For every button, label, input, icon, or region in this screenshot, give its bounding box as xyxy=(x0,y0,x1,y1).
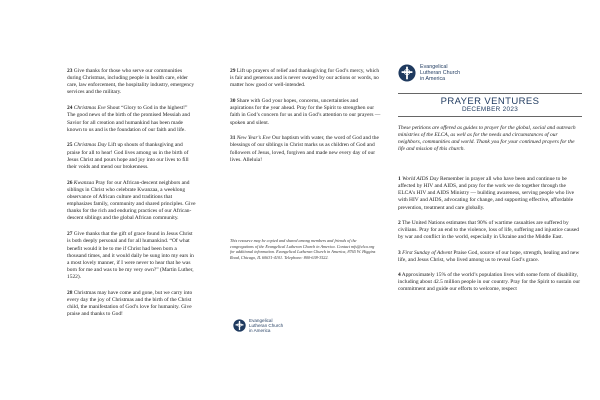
entry-number: 4 xyxy=(398,272,401,279)
entry-number: 2 xyxy=(398,219,401,226)
entry-label: Kwanzaa xyxy=(73,179,95,186)
entry-text: The United Nations estimates that 90% of wartime casualties are suffered by civilians. Pray for an end to the violence, loss of life, suffering and injustice caused by war and conflict in the world, especially in Ukraine and the Middle East. xyxy=(398,219,579,241)
entry-text: Our baptism with water, the word of God and the blessings of our siblings in Christ marks us as children of God and followers of Jesus, loved, forgiven and made new every day of our lives. Alleluia! xyxy=(230,135,379,163)
prayer-entry-30 xyxy=(230,98,382,127)
entry-text: Give thanks that the gift of grace found in Jesus Christ is both deeply personal and for all humankind. “Of what benefit would it be to me if Christ had been born a thousand times, and it would daily be sung into my ears in a most lovely manner, if I were never to hear that he was born for me and was to be my very own?” (Martin Luther, 1522). xyxy=(67,231,194,281)
entry-text: Approximately 15% of the world’s population lives with some form of disability, including about 42.5 million people in our country. Pray for the Spirit to sustain our commitment and guide our efforts to welcome, respect xyxy=(398,272,581,293)
entry-label: World AIDS Day xyxy=(402,176,439,182)
prayer-entry-31 xyxy=(230,135,382,164)
entry-label: New Year’s Eve xyxy=(236,135,271,142)
logo-wordmark xyxy=(420,64,460,82)
logo-line: Lutheran Church xyxy=(420,70,461,76)
divider xyxy=(398,93,582,94)
entry-number: 26 xyxy=(67,179,73,186)
entry-text: Praise God, source of our hope, strength, healing and new life, and Jesus Christ, who lived among us to reveal God’s grace. xyxy=(398,249,580,263)
prayer-entry-28 xyxy=(67,290,197,319)
copyright-info xyxy=(230,238,380,260)
entry-number: 29 xyxy=(230,68,236,74)
prayer-entry-24 xyxy=(67,105,197,134)
intro-paragraph: These petitions are offered as guides to prayer for the global, social and outreach ministries of the ELCA, as well as for the needs and circumstances of our neighbors, communities and world. Thank you for your continued prayers for the life and mission of this church. xyxy=(398,125,576,153)
prayer-entry-4 xyxy=(398,272,584,293)
entry-number: 25 xyxy=(67,142,73,149)
december-entries xyxy=(398,176,584,302)
logo-wordmark xyxy=(249,318,283,333)
entry-label: First Sunday of Advent xyxy=(402,249,452,256)
entry-text: Share with God your hopes, concerns, uncertainties and aspirations for the year ahead. Pray for the Spirit to strengthen our faith in God’s concern for us and in God’s attention to our prayers — spoken and silent. xyxy=(230,98,381,126)
elca-cross-icon xyxy=(398,64,416,82)
prayer-entry-26 xyxy=(67,180,197,223)
column-2 xyxy=(205,0,390,400)
entry-number: 3 xyxy=(398,249,401,256)
entry-text: Lift up shouts of thanksgiving and praise for all to hear! God lives among us in the birth of Jesus Christ and pours hope and joy into our lives to fill their voids and mend our brokenness. xyxy=(67,142,189,170)
entry-text: Christmas may have come and gone, but we carry into every day the joy of Christmas and the birth of the Christ child, the manifestation of God’s love for humanity. Give praise and thanks to God! xyxy=(67,289,193,318)
column-1 xyxy=(0,0,205,400)
entry-number: 30 xyxy=(230,98,236,105)
logo-line: in America xyxy=(249,328,271,333)
page-subtitle: DECEMBER 2023 xyxy=(461,106,519,113)
entry-text: Shout “Glory to God in the highest!” The good news of the birth of the promised Messiah and Savior for all creation and humankind has been made known to us and is the foundation of our faith and life. xyxy=(67,105,190,133)
entry-number: 27 xyxy=(67,231,73,238)
divider xyxy=(398,116,582,117)
prayer-entry-27 xyxy=(67,231,197,281)
entry-number: 24 xyxy=(67,105,73,112)
elca-logo-small xyxy=(233,318,283,333)
elca-cross-icon xyxy=(233,319,246,332)
entry-label: Christmas Day xyxy=(73,142,107,149)
prayer-entry-29 xyxy=(230,68,382,89)
elca-logo xyxy=(398,64,460,82)
entry-text: Lift up prayers of relief and thanksgiving for God’s mercy, which is fair and generous and is never swayed by our actions or words, no matter how good or well-intended. xyxy=(230,68,380,89)
entry-label: Christmas Eve xyxy=(73,105,106,112)
entry-number: 28 xyxy=(67,289,73,296)
prayer-entry-3 xyxy=(398,250,584,264)
copyright-text: This resource may be copied and shared among members and friends of the congregations of the Evangelical Lutheran Church in America. Contact mfs@elca.org for additional information. Evangelical Lutheran Church in America, 8765 W. Higgins Road, Chicago, IL 60631-4101. Telephone: 800-638-3522. xyxy=(230,238,376,260)
logo-line: Evangelical xyxy=(420,64,448,70)
logo-line: Lutheran Church xyxy=(249,323,284,328)
entry-text: Pray for our African-descent neighbors and siblings in Christ who celebrate Kwanzaa, a weeklong observance of African culture and traditions that emphasizes family, community and shared principles. Give thanks for the rich and enduring practices of our African-descent siblings and the global African community. xyxy=(67,179,196,222)
entry-number: 1 xyxy=(398,176,401,182)
entry-text: Give thanks for those who serve our communities during Christmas, including people in health care, elder care, law enforcement, the hospitality industry, emergency services and the military. xyxy=(67,68,195,96)
page-title: PRAYER VENTURES xyxy=(440,96,540,107)
entry-text: Remember in prayer all who have been and continue to be affected by HIV and AIDS, and pray for the work we do together through the ELCA’s HIV and AIDS Ministry — building awareness, serving people who live with HIV and AIDS, advocating for change, and supporting effective, affordable prevention, treatment and care globally. xyxy=(398,176,574,211)
logo-line: in America xyxy=(420,76,446,82)
prayer-entry-2 xyxy=(398,220,584,241)
prayer-entry-25 xyxy=(67,142,197,171)
entry-number: 23 xyxy=(67,68,73,74)
prayer-entry-23 xyxy=(67,68,197,97)
logo-line: Evangelical xyxy=(249,318,273,323)
entry-number: 31 xyxy=(230,135,236,142)
prayer-entry-1 xyxy=(398,176,584,212)
